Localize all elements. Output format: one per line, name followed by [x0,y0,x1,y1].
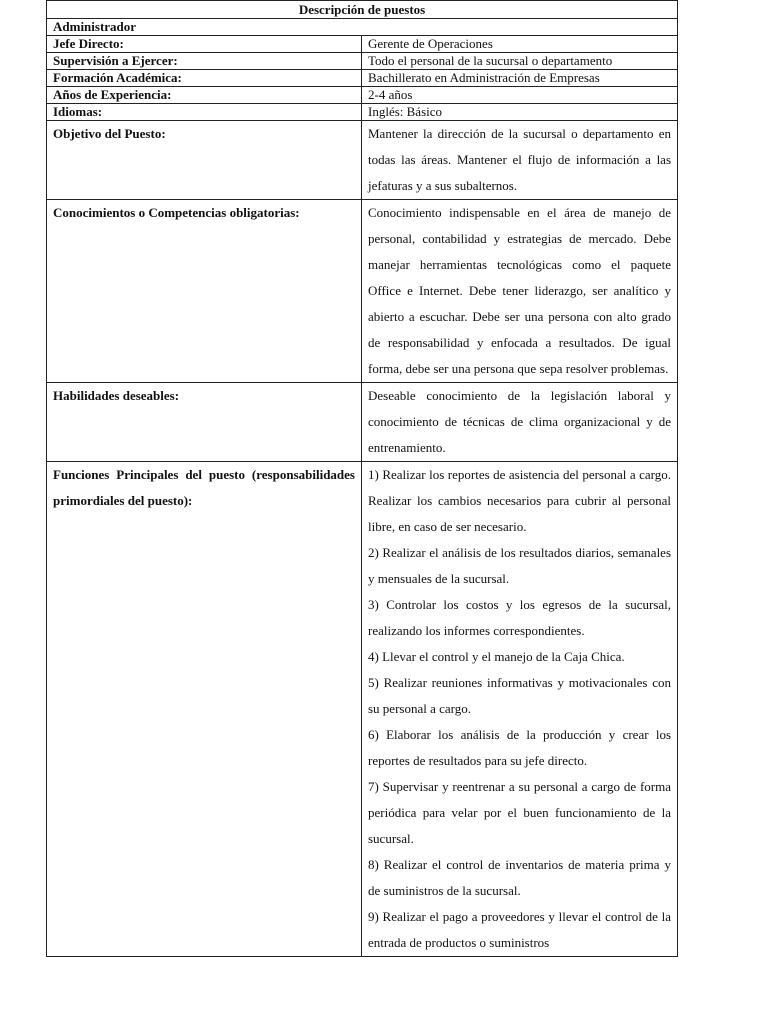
row-label: Años de Experiencia: [47,87,362,104]
list-item: 1) Realizar los reportes de asistencia del personal a cargo. Realizar los cambios necesarios para cubrir al personal libre, en caso de ser necesario. [368,467,672,534]
row-value: Bachillerato en Administración de Empresas [362,70,678,87]
position-title: Administrador [47,19,678,36]
table-row [47,87,678,104]
list-item: 8) Realizar el control de inventarios de materia prima y de suministros de la sucursal. [368,857,672,898]
skills-row [47,383,678,462]
skills-label: Habilidades deseables: [47,383,362,462]
list-item: 3) Controlar los costos y los egresos de la sucursal, realizando los informes correspondientes. [368,597,672,638]
table-row [47,36,678,53]
job-description-table [46,0,678,957]
competencies-label: Conocimientos o Competencias obligatorias: [47,200,362,383]
skills-value: Deseable conocimiento de la legislación laboral y conocimiento de técnicas de clima organizacional y de entrenamiento. [362,383,678,462]
row-label: Supervisión a Ejercer: [47,53,362,70]
list-item: 4) Llevar el control y el manejo de la Caja Chica. [368,649,625,664]
functions-row [47,462,678,957]
objective-row [47,121,678,200]
functions-label: Funciones Principales del puesto (responsabilidades primordiales del puesto): [47,462,362,957]
list-item: 6) Elaborar los análisis de la producción y crear los reportes de resultados para su jefe directo. [368,727,672,768]
objective-label: Objetivo del Puesto: [47,121,362,200]
table-row [47,70,678,87]
row-value: Todo el personal de la sucursal o departamento [362,53,678,70]
row-label: Idiomas: [47,104,362,121]
functions-list [362,462,678,957]
list-item: 9) Realizar el pago a proveedores y llevar el control de la entrada de productos o suministros [368,909,672,950]
table-row [47,104,678,121]
list-item: 7) Supervisar y reentrenar a su personal a cargo de forma periódica para velar por el buen funcionamiento de la sucursal. [368,779,672,846]
row-value: Inglés: Básico [362,104,678,121]
job-description-document [46,0,677,957]
table-row [47,53,678,70]
list-item: 2) Realizar el análisis de los resultados diarios, semanales y mensuales de la sucursal. [368,545,672,586]
row-value: 2-4 años [362,87,678,104]
row-label: Formación Académica: [47,70,362,87]
row-label: Jefe Directo: [47,36,362,53]
list-item: 5) Realizar reuniones informativas y motivacionales con su personal a cargo. [368,675,672,716]
row-value: Gerente de Operaciones [362,36,678,53]
table-header: Descripción de puestos [47,1,678,19]
objective-value: Mantener la dirección de la sucursal o departamento en todas las áreas. Mantener el flujo de información a las jefaturas y a sus subalternos. [362,121,678,200]
competencies-row [47,200,678,383]
competencies-value: Conocimiento indispensable en el área de manejo de personal, contabilidad y estrategias de mercado. Debe manejar herramientas tecnológicas como el paquete Office e Internet. Debe tener liderazgo, ser analítico y abierto a escuchar. Debe ser una persona con alto grado de responsabilidad y enfocada a resultados. De igual forma, debe ser una persona que sepa resolver problemas. [362,200,678,383]
